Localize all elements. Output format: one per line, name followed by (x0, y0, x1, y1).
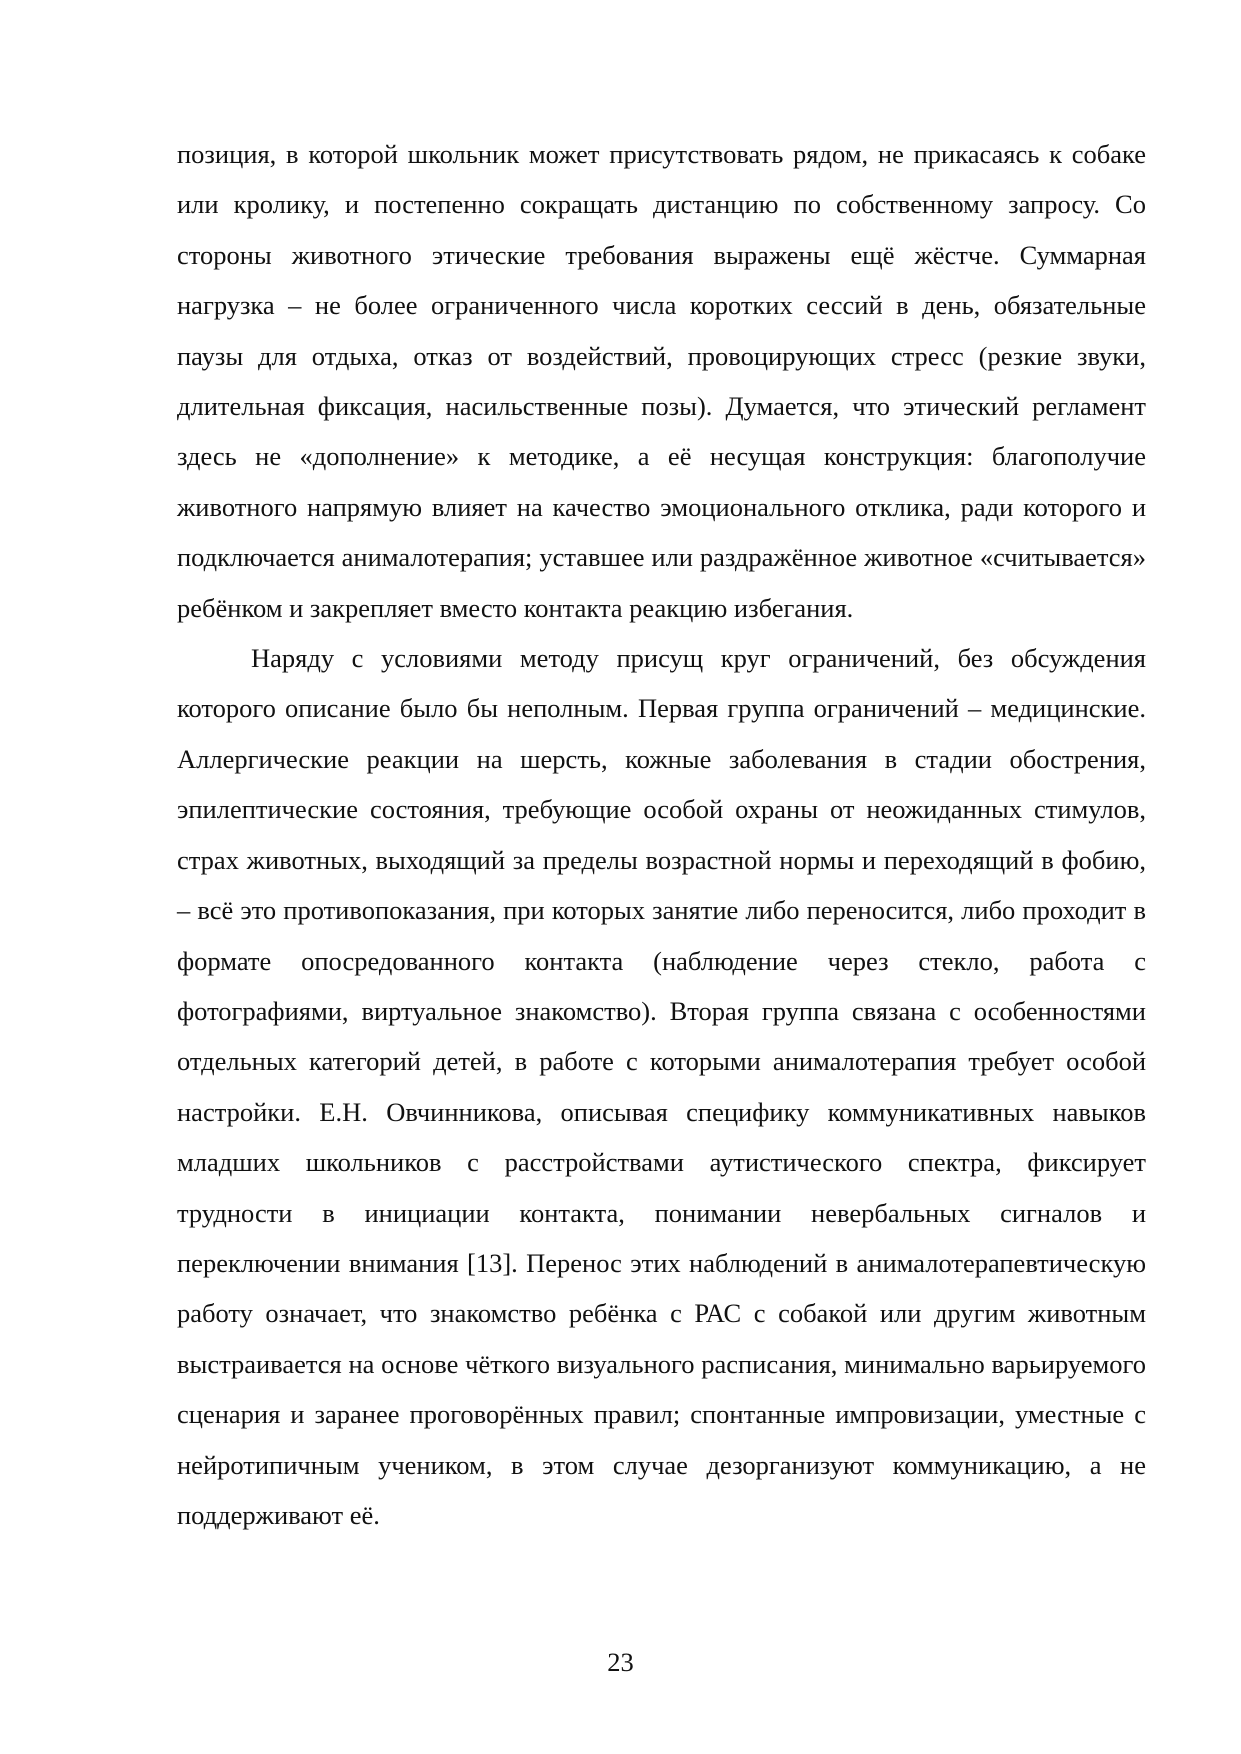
paragraph-continuation: позиция, в которой школьник может присутствовать рядом, не прикасаясь к собаке или кролику, и постепенно сокращать дистанцию по собственному запросу. Со стороны животного этические требования выражены ещё жёстче. Суммарная нагрузка – не более ограниченного числа коротких сессий в день, обязательные паузы для отдыха, отказ от воздействий, провоцирующих стресс (резкие звуки, длительная фиксация, насильственные позы). Думается, что этический регламент здесь не «дополнение» к методике, а её несущая конструкция: благополучие животного напрямую влияет на качество эмоционального отклика, ради которого и подключается анималотерапия; уставшее или раздражённое животное «считывается» ребёнком и закрепляет вместо контакта реакцию избегания. (177, 139, 1146, 623)
page-number: 23 (607, 1647, 634, 1677)
paragraph-limitations: Наряду с условиями методу присущ круг ограничений, без обсуждения которого описание было бы неполным. Первая группа ограничений – медицинские. Аллергические реакции на шерсть, кожные заболевания в стадии обострения, эпилептические состояния, требующие особой охраны от неожиданных стимулов, страх животных, выходящий за пределы возрастной нормы и переходящий в фобию, – всё это противопоказания, при которых занятие либо переносится, либо проходит в формате опосредованного контакта (наблюдение через стекло, работа с фотографиями, виртуальное знакомство). Вторая группа связана с особенностями отдельных категорий детей, в работе с которыми анималотерапия требует особой настройки. Е.Н. Овчинникова, описывая специфику коммуникативных навыков младших школьников с расстройствами аутистического спектра, фиксирует трудности в инициации контакта, понимании невербальных сигналов и переключении внимания [13]. Перенос этих наблюдений в анималотерапевтическую работу означает, что знакомство ребёнка с РАС с собакой или другим животным выстраивается на основе чёткого визуального расписания, минимально варьируемого сценария и заранее проговорённых правил; спонтанные импровизации, уместные с нейротипичным учеником, в этом случае дезорганизуют коммуникацию, а не поддерживают её. (177, 643, 1146, 1530)
body-text (177, 129, 1146, 1540)
